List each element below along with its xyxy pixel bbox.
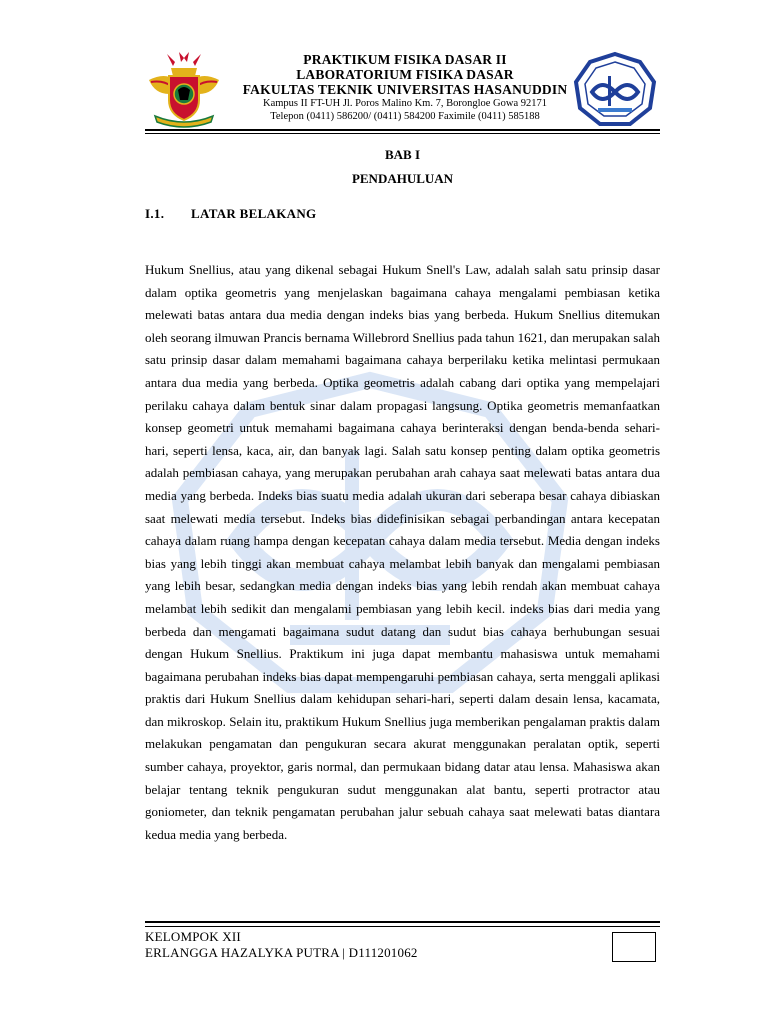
footer-rule-thin	[145, 926, 660, 927]
footer-group: KELOMPOK XII	[145, 929, 241, 944]
address-line: Kampus II FT-UH Jl. Poros Malino Km. 7, Borongloe Gowa 92171	[263, 98, 547, 109]
page-number-box	[612, 932, 656, 962]
letterhead-text	[205, 52, 605, 123]
faculty-title: FAKULTAS TEKNIK UNIVERSITAS HASANUDDIN	[242, 82, 568, 97]
footer-rule	[145, 921, 660, 923]
footer-info	[145, 929, 418, 961]
header-rule	[145, 129, 660, 131]
chapter-title: PENDAHULUAN	[351, 171, 454, 186]
header-rule-thin	[145, 133, 660, 134]
section-title: LATAR BELAKANG	[191, 206, 317, 221]
section-heading	[145, 206, 316, 222]
physics-lab-emblem-icon	[570, 50, 660, 130]
section-number: I.1.	[145, 206, 165, 221]
lab-title: LABORATORIUM FISIKA DASAR	[296, 67, 514, 82]
letterhead	[145, 48, 660, 130]
course-title: PRAKTIKUM FISIKA DASAR II	[303, 52, 507, 67]
footer-author: ERLANGGA HAZALYKA PUTRA | D111201062	[145, 945, 418, 960]
body-paragraph: Hukum Snellius, atau yang dikenal sebagai Hukum Snell's Law, adalah salah satu prinsip dasar dalam optika geometris yang menjelaskan bagaimana cahaya mengalami pembiasan ketika melewati batas antara dua media dengan indeks bias yang berbeda. Hukum Snellius ditemukan oleh seorang ilmuwan Prancis bernama Willebrord Snellius pada tahun 1621, dan merupakan salah satu prinsip dasar dalam memahami bagaimana cahaya berperilaku ketika melintasi permukaan antara dua media yang berbeda. Optika geometris adalah cabang dari optika yang mempelajari perilaku cahaya dalam bentuk sinar dalam propagasi langsung. Optika geometris memanfaatkan konsep geometri untuk memahami bagaimana cahaya berinteraksi dengan benda-benda sehari-hari, seperti lensa, kaca, air, dan banyak lagi. Salah satu konsep penting dalam optika geometris adalah pembiasan cahaya, yang merupakan perubahan arah cahaya saat melewati batas antara dua media yang berbeda. Indeks bias suatu media adalah ukuran dari seberapa besar cahaya dibiaskan saat melewati media tersebut. Indeks bias didefinisikan sebagai perbandingan antara kecepatan cahaya dalam ruang hampa dengan kecepatan cahaya dalam media tersebut. Media dengan indeks bias yang lebih tinggi akan membuat cahaya melambat lebih banyak dan mengalami pembiasan yang lebih besar, sedangkan media dengan indeks bias yang lebih rendah akan membuat cahaya melambat lebih sedikit dan mengalami pembiasan yang lebih kecil. indeks bias dari media yang berbeda dan mengamati bagaimana sudut datang dan sudut bias cahaya berhubungan sesuai dengan Hukum Snellius. Praktikum ini juga dapat membantu mahasiswa untuk memahami bagaimana perubahan indeks bias dapat mempengaruhi pembiasan cahaya, serta menggali aplikasi praktis dari Hukum Snellius dalam kehidupan sehari-hari, seperti dalam desain lensa, kacamata, dan mikroskop. Selain itu, praktikum Hukum Snellius juga memberikan pengalaman praktis dalam melakukan pengamatan dan pengukuran secara akurat menggunakan peralatan optik, seperti sumber cahaya, proyektor, garis normal, dan permukaan bidang datar atau lensa. Mahasiswa akan belajar tentang teknik pengukuran sudut menggunakan alat bantu, seperti protractor atau goniometer, dan teknik pengamatan perubahan jalur sebuah cahaya saat melewati batas diantara kedua media yang berbeda.	[145, 262, 660, 842]
phone-line: Telepon (0411) 586200/ (0411) 584200 Faximile (0411) 585188	[270, 111, 540, 122]
chapter-number: BAB I	[384, 147, 421, 162]
